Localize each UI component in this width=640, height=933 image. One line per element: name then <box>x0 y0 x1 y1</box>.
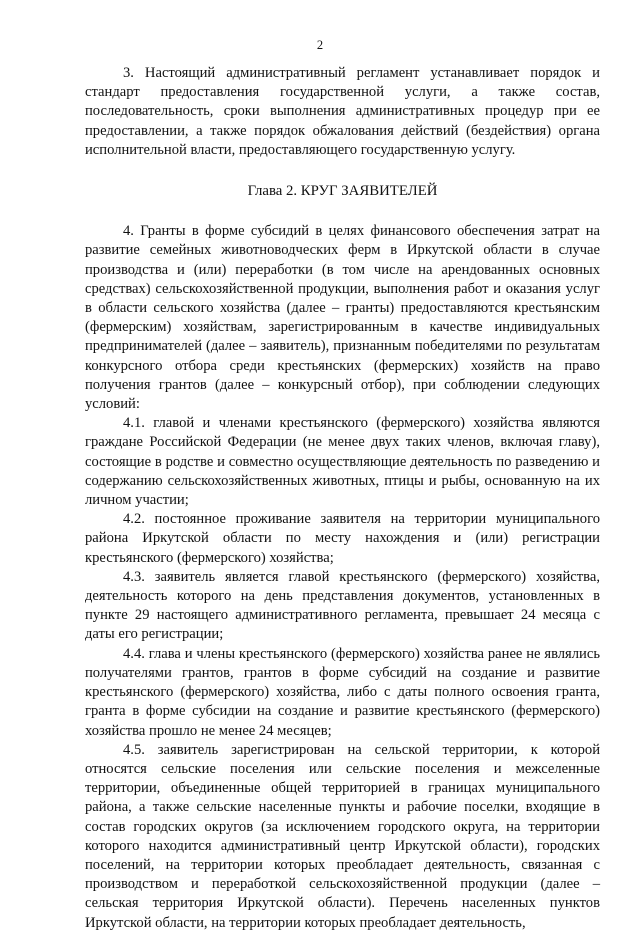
paragraph-4-3: 4.3. заявитель является главой крестьянского (фермерского) хозяйства, деятельность которого на день представления документов, установленных в пункте 29 настоящего административного регламента, превышает 24 месяца с даты его регистрации; <box>85 568 600 643</box>
paragraph-4-5: 4.5. заявитель зарегистрирован на сельской территории, к которой относятся сельские поселения или сельские поселения и межселенные территории, объединенные общей территорией в границах муниципального района, а также сельские населенные пункты и рабочие поселки, входящие в состав городских округов (за исключением городского округа, на территории которого находится административный центр Иркутской области), городских поселений, на территории которых преобладает деятельность, связанная с производством и переработкой сельскохозяйственной продукции (далее – сельская территория Иркутской области). Перечень населенных пунктов Иркутской области, на территории которых преобладает деятельность, <box>85 741 600 931</box>
chapter-heading: Глава 2. КРУГ ЗАЯВИТЕЛЕЙ <box>247 183 438 200</box>
document-body <box>85 64 600 933</box>
paragraph-3: 3. Настоящий административный регламент устанавливает порядок и стандарт предоставления государственной услуги, а также состав, последовательность, сроки выполнения административных процедур при ее предоставлении, а также порядок обжалования действий (бездействия) органа исполнительной власти, предоставляющего государственную услугу. <box>85 65 600 158</box>
page-number: 2 <box>316 38 324 52</box>
paragraph-4: 4. Гранты в форме субсидий в целях финансового обеспечения затрат на развитие семейных животноводческих ферм в Иркутской области в случае производства и (или) переработки (в том числе на арендованных основных средствах) сельскохозяйственной продукции, выполнения работ и оказания услуг в области сельского хозяйства (далее – гранты) предоставляются крестьянским (фермерским) хозяйствам, зарегистрированным в качестве индивидуальных предпринимателей (далее – заявитель), признанным победителями по результатам конкурсного отбора среди крестьянских (фермерских) хозяйств на право получения грантов (далее – конкурсный отбор), при соблюдении следующих условий: <box>85 223 600 413</box>
paragraph-4-1: 4.1. главой и членами крестьянского (фермерского) хозяйства являются граждане Российской Федерации (не менее двух таких членов, включая главу), состоящие в родстве и совместно осуществляющие деятельность по разведению и содержанию сельскохозяйственных животных, птицы и рыбы, основанную на их личном участии; <box>85 415 600 509</box>
paragraph-4-2: 4.2. постоянное проживание заявителя на территории муниципального района Иркутской области по месту нахождения и (или) регистрации крестьянского (фермерского) хозяйства; <box>85 511 600 566</box>
paragraph-4-4: 4.4. глава и члены крестьянского (фермерского) хозяйства ранее не являлись получателями грантов, грантов в форме субсидий на создание и развитие крестьянского (фермерского) хозяйства, либо с даты полного освоения гранта, гранта в форме субсидии на создание и развитие крестьянского (фермерского) хозяйства прошло не менее 24 месяцев; <box>85 645 600 739</box>
